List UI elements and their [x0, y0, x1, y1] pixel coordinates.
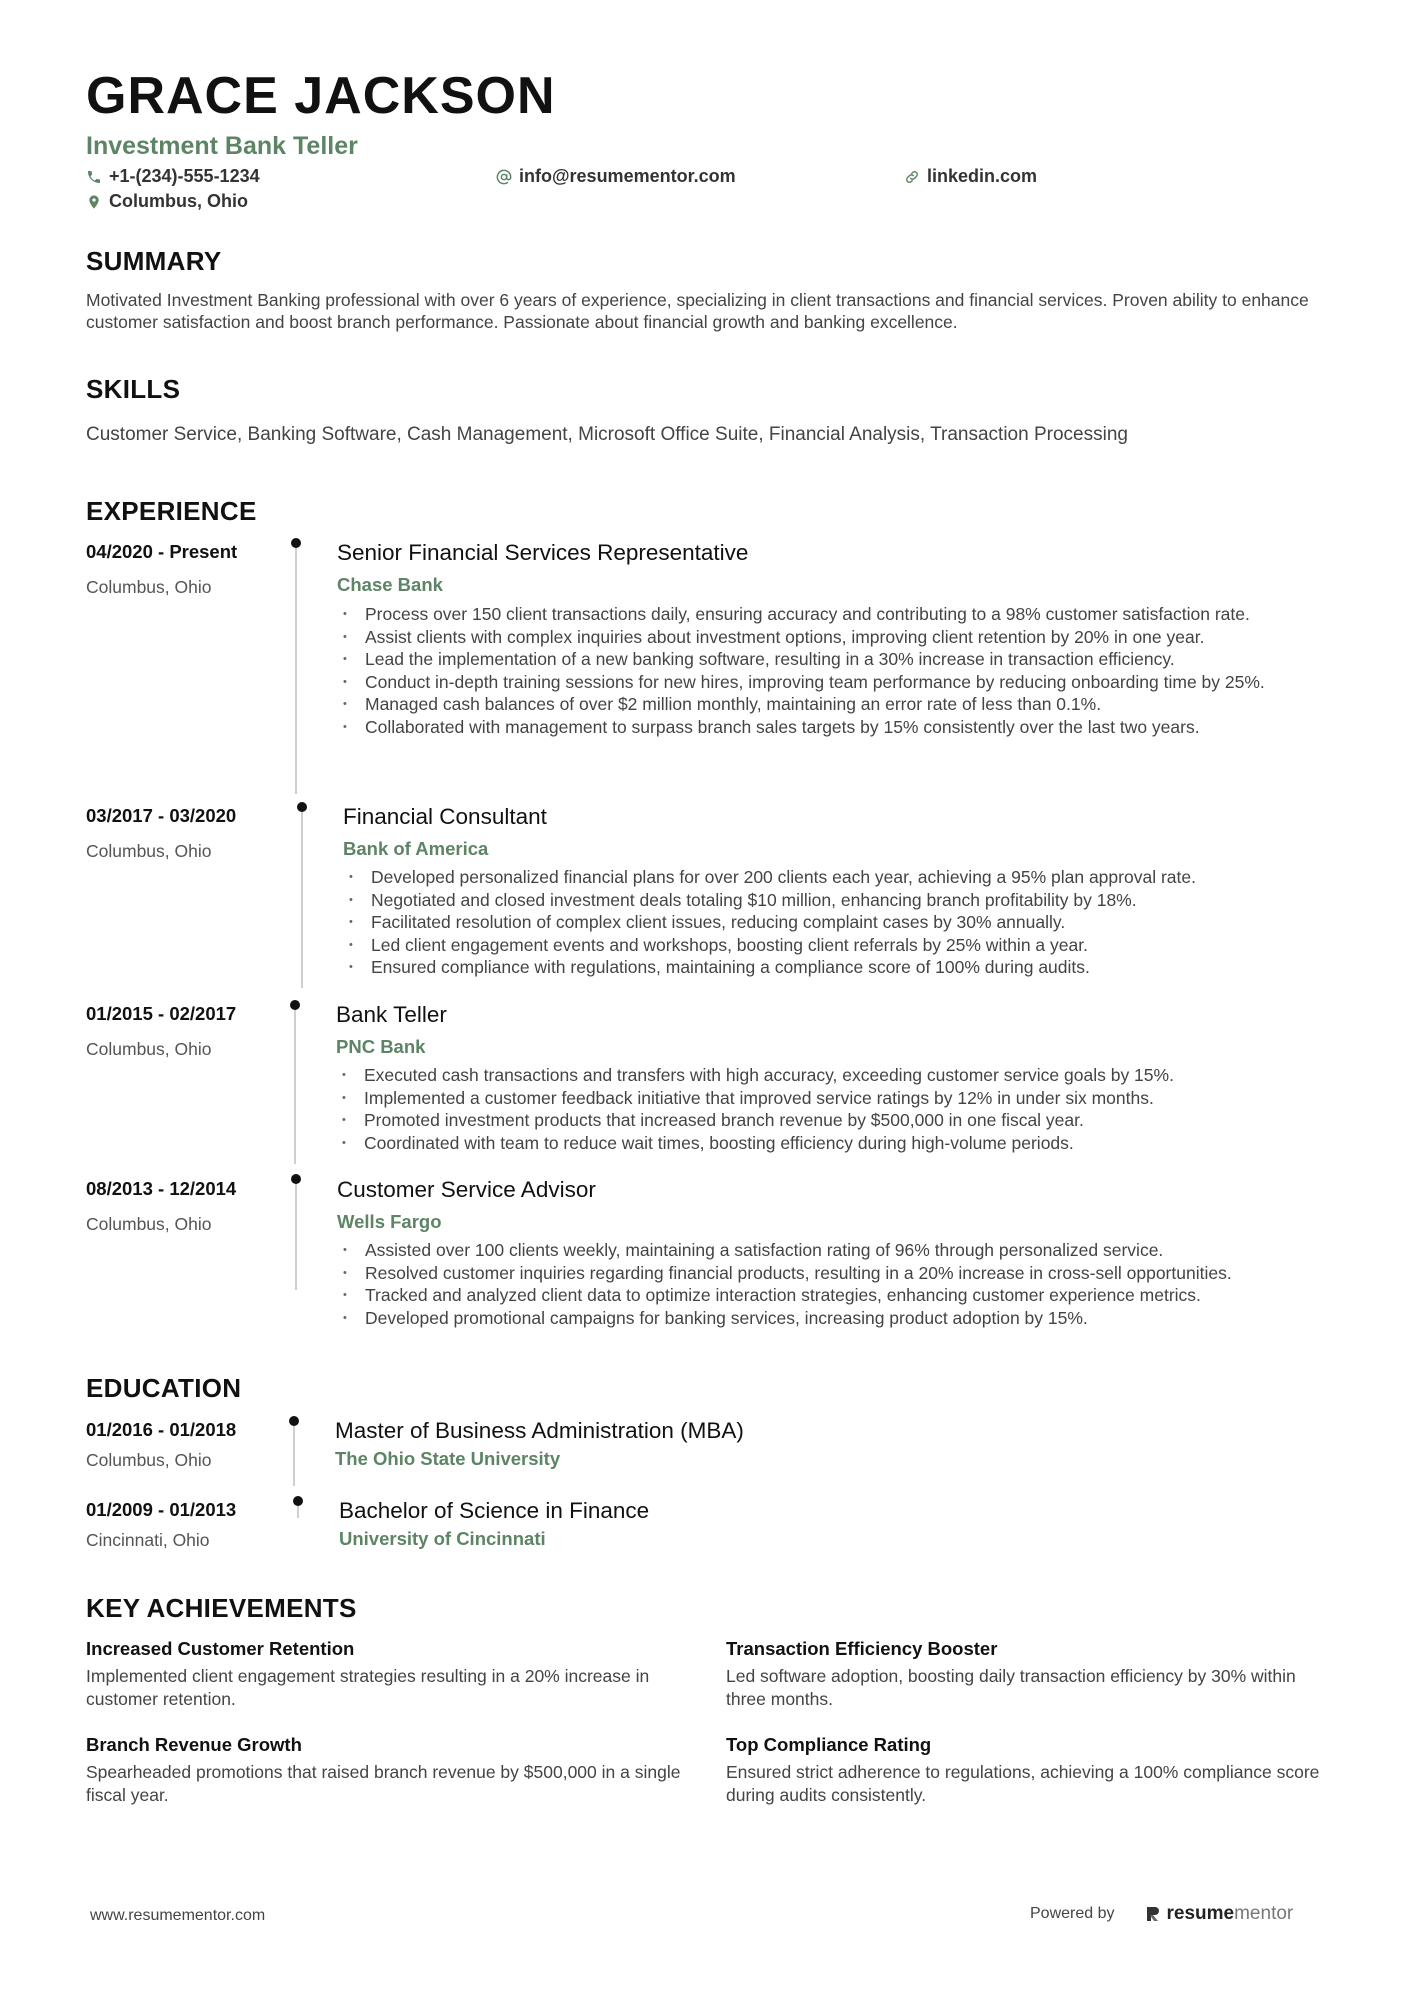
skills-text: Customer Service, Banking Software, Cash Management, Microsoft Office Suite, Financial Analysis, Transaction Processing: [86, 424, 1128, 445]
edu-dates: 01/2009 - 01/2013: [86, 1499, 237, 1520]
timeline-line: [295, 1180, 297, 1290]
job-company: Bank of America: [343, 838, 489, 859]
achievements-heading: KEY ACHIEVEMENTS: [86, 1593, 357, 1623]
job-location: Columbus, Ohio: [86, 577, 212, 597]
timeline-line: [295, 544, 297, 794]
job-role: Customer Service Advisor: [337, 1177, 596, 1202]
list-item: • Conduct in-depth training sessions for new hires, improving team performance by reducing onboarding time by 25%.: [337, 671, 1337, 694]
phone-text: +1-(234)-555-1234: [109, 166, 260, 186]
list-item: • Tracked and analyzed client data to optimize interaction strategies, enhancing customer experience metrics.: [337, 1284, 1337, 1307]
linkedin-text[interactable]: linkedin.com: [927, 166, 1038, 186]
list-item: • Promoted investment products that increased branch revenue by $500,000 in one fiscal year.: [336, 1109, 1336, 1132]
job-company: Wells Fargo: [337, 1211, 442, 1232]
job-bullets: [337, 603, 1337, 738]
timeline-dot: [289, 1416, 299, 1426]
resumementor-logo-icon: [1145, 1905, 1161, 1923]
education-heading: EDUCATION: [86, 1373, 242, 1403]
location-text: Columbus, Ohio: [109, 191, 248, 211]
achievement-title: Transaction Efficiency Booster: [726, 1638, 998, 1659]
summary-text: Motivated Investment Banking professional with over 6 years of experience, specializing in client transactions and financial services. Proven ability to enhance customer satisfaction and boost branch performance. Passionate about financial growth and banking excellence.: [86, 290, 1309, 332]
edu-school: University of Cincinnati: [339, 1528, 546, 1549]
brand-bold: resume: [1166, 1903, 1235, 1924]
contact-email[interactable]: [496, 166, 736, 187]
timeline-dot: [293, 1496, 303, 1506]
brand-light: mentor: [1234, 1903, 1294, 1924]
job-dates: 01/2015 - 02/2017: [86, 1003, 237, 1024]
job-role: Senior Financial Services Representative: [337, 540, 749, 565]
list-item: • Negotiated and closed investment deals totaling $10 million, enhancing branch profitability by 18%.: [343, 889, 1343, 912]
timeline-line: [293, 1422, 295, 1486]
list-item: • Developed promotional campaigns for banking services, increasing product adoption by 15%.: [337, 1307, 1337, 1330]
timeline-dot: [290, 1000, 300, 1010]
list-item: • Collaborated with management to surpass branch sales targets by 15% consistently over the last two years.: [337, 716, 1337, 739]
job-company: PNC Bank: [336, 1036, 426, 1057]
job-dates: 08/2013 - 12/2014: [86, 1178, 237, 1199]
job-role: Financial Consultant: [343, 804, 547, 829]
job-location: Columbus, Ohio: [86, 1039, 212, 1059]
email-text[interactable]: info@resumementor.com: [519, 166, 736, 186]
achievement-desc: Implemented client engagement strategies resulting in a 20% increase in customer retention.: [86, 1666, 650, 1709]
job-bullets: [336, 1064, 1336, 1154]
at-sign-icon: [496, 169, 512, 185]
list-item: • Resolved customer inquiries regarding financial products, resulting in a 20% increase in cross-sell opportunities.: [337, 1262, 1337, 1285]
edu-location: Cincinnati, Ohio: [86, 1530, 210, 1550]
job-company: Chase Bank: [337, 574, 443, 595]
timeline-line: [294, 1006, 296, 1164]
job-bullets: [337, 1239, 1337, 1329]
job-location: Columbus, Ohio: [86, 1214, 212, 1234]
footer-powered-by: [1030, 1903, 1293, 1925]
job-dates: 03/2017 - 03/2020: [86, 805, 237, 826]
list-item: • Developed personalized financial plans for over 200 clients each year, achieving a 95% plan approval rate.: [343, 866, 1343, 889]
contact-location: [86, 191, 248, 212]
job-title: Investment Bank Teller: [86, 132, 358, 160]
footer-website[interactable]: www.resumementor.com: [90, 1907, 266, 1924]
timeline-line: [301, 808, 303, 988]
job-bullets: [343, 866, 1343, 979]
list-item: • Led client engagement events and workshops, boosting client referrals by 25% within a year.: [343, 934, 1343, 957]
list-item: • Process over 150 client transactions daily, ensuring accuracy and contributing to a 98% customer satisfaction rate.: [337, 603, 1337, 626]
list-item: • Managed cash balances of over $2 million monthly, maintaining an error rate of less than 0.1%.: [337, 693, 1337, 716]
skills-heading: SKILLS: [86, 374, 181, 404]
achievement-desc: Led software adoption, boosting daily transaction efficiency by 30% within three months.: [726, 1666, 1296, 1709]
contact-phone: [86, 166, 260, 187]
edu-dates: 01/2016 - 01/2018: [86, 1419, 237, 1440]
timeline-dot: [297, 802, 307, 812]
achievement-desc: Ensured strict adherence to regulations, achieving a 100% compliance score during audits consistently.: [726, 1762, 1320, 1805]
list-item: • Assist clients with complex inquiries about investment options, improving client retention by 20% in one year.: [337, 626, 1337, 649]
edu-degree: Bachelor of Science in Finance: [339, 1498, 650, 1523]
list-item: • Coordinated with team to reduce wait times, boosting efficiency during high-volume periods.: [336, 1132, 1336, 1155]
brand-logo[interactable]: [1145, 1903, 1294, 1925]
experience-heading: EXPERIENCE: [86, 496, 257, 526]
list-item: • Facilitated resolution of complex client issues, reducing complaint cases by 30% annually.: [343, 911, 1343, 934]
achievement-title: Top Compliance Rating: [726, 1734, 932, 1755]
edu-degree: Master of Business Administration (MBA): [335, 1418, 744, 1443]
timeline-dot: [291, 1174, 301, 1184]
phone-icon: [86, 169, 102, 185]
contact-linkedin[interactable]: [904, 166, 1037, 187]
edu-school: The Ohio State University: [335, 1448, 561, 1469]
location-pin-icon: [86, 194, 102, 210]
powered-by-label: Powered by: [1030, 1905, 1115, 1922]
job-location: Columbus, Ohio: [86, 841, 212, 861]
achievement-desc: Spearheaded promotions that raised branch revenue by $500,000 in a single fiscal year.: [86, 1762, 681, 1805]
list-item: • Lead the implementation of a new banking software, resulting in a 30% increase in transaction efficiency.: [337, 648, 1337, 671]
candidate-name: GRACE JACKSON: [86, 67, 556, 125]
link-icon: [904, 169, 920, 185]
edu-location: Columbus, Ohio: [86, 1450, 212, 1470]
achievement-title: Increased Customer Retention: [86, 1638, 355, 1659]
summary-heading: SUMMARY: [86, 246, 222, 276]
job-role: Bank Teller: [336, 1002, 447, 1027]
list-item: • Implemented a customer feedback initiative that improved service ratings by 12% in under six months.: [336, 1087, 1336, 1110]
timeline-dot: [291, 538, 301, 548]
list-item: • Ensured compliance with regulations, maintaining a compliance score of 100% during audits.: [343, 956, 1343, 979]
job-dates: 04/2020 - Present: [86, 541, 238, 562]
achievement-title: Branch Revenue Growth: [86, 1734, 302, 1755]
list-item: • Executed cash transactions and transfers with high accuracy, exceeding customer service goals by 15%.: [336, 1064, 1336, 1087]
list-item: • Assisted over 100 clients weekly, maintaining a satisfaction rating of 96% through personalized service.: [337, 1239, 1337, 1262]
